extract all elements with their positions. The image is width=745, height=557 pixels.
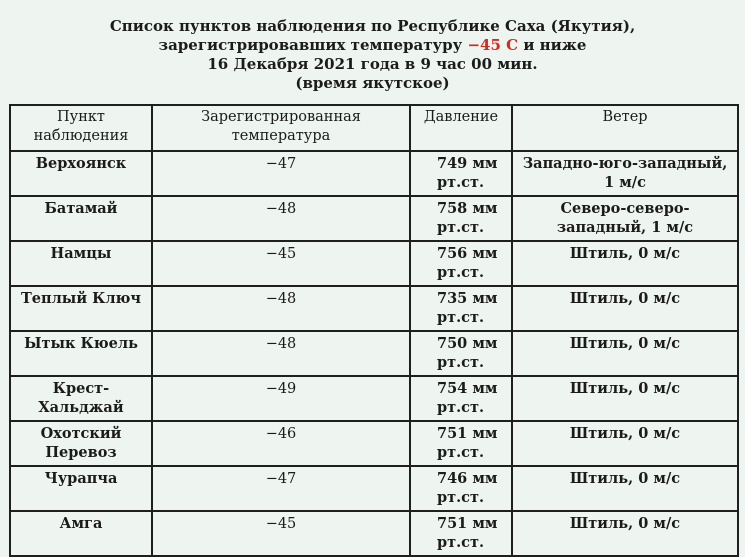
cell-pressure: 735 мм рт.ст. xyxy=(410,286,512,331)
cell-point: Батамай xyxy=(10,196,152,241)
cell-point: Крест-Хальджай xyxy=(10,376,152,421)
cell-point: Ытык Кюель xyxy=(10,331,152,376)
cell-wind: Штиль, 0 м/с xyxy=(512,466,738,511)
title-line-2-start: зарегистрировавших температуру xyxy=(158,36,468,54)
observation-table xyxy=(9,104,739,557)
cell-temperature: −46 xyxy=(152,421,410,466)
cell-point: Намцы xyxy=(10,241,152,286)
table-row xyxy=(10,511,738,556)
cell-point: Чурапча xyxy=(10,466,152,511)
cell-wind: Западно-юго-западный, 1 м/с xyxy=(512,151,738,196)
cell-temperature: −48 xyxy=(152,286,410,331)
table-row xyxy=(10,196,738,241)
cell-pressure: 751 мм рт.ст. xyxy=(410,421,512,466)
cell-temperature: −48 xyxy=(152,196,410,241)
cell-point: Охотский Перевоз xyxy=(10,421,152,466)
title-date: 16 Декабря 2021 года в 9 час 00 мин. xyxy=(207,55,538,73)
cell-temperature: −47 xyxy=(152,151,410,196)
cell-pressure: 754 мм рт.ст. xyxy=(410,376,512,421)
cell-wind: Штиль, 0 м/с xyxy=(512,376,738,421)
header-pressure: Давление xyxy=(410,105,512,151)
cell-wind: Штиль, 0 м/с xyxy=(512,331,738,376)
cell-pressure: 746 мм рт.ст. xyxy=(410,466,512,511)
title-timezone-note: (время якутское) xyxy=(295,74,450,92)
cell-pressure: 751 мм рт.ст. xyxy=(410,511,512,556)
cell-point: Амга xyxy=(10,511,152,556)
title-line-1: Список пунктов наблюдения по Республике Саха (Якутия), xyxy=(109,17,636,35)
cell-wind: Штиль, 0 м/с xyxy=(512,286,738,331)
cell-wind: Штиль, 0 м/с xyxy=(512,511,738,556)
cell-temperature: −47 xyxy=(152,466,410,511)
header-wind: Ветер xyxy=(512,105,738,151)
cell-wind: Штиль, 0 м/с xyxy=(512,241,738,286)
table-row xyxy=(10,421,738,466)
table-row xyxy=(10,241,738,286)
temperature-threshold: −45 С xyxy=(467,36,519,54)
title-line-2 xyxy=(0,36,745,55)
cell-pressure: 749 мм рт.ст. xyxy=(410,151,512,196)
table-row xyxy=(10,151,738,196)
cell-wind: Штиль, 0 м/с xyxy=(512,421,738,466)
table-body xyxy=(10,151,738,556)
cell-pressure: 750 мм рт.ст. xyxy=(410,331,512,376)
document-title xyxy=(0,17,745,93)
title-line-2-end: и ниже xyxy=(518,36,587,54)
cell-temperature: −49 xyxy=(152,376,410,421)
table-row xyxy=(10,331,738,376)
cell-temperature: −48 xyxy=(152,331,410,376)
cell-point: Верхоянск xyxy=(10,151,152,196)
cell-pressure: 756 мм рт.ст. xyxy=(410,241,512,286)
table-row xyxy=(10,466,738,511)
cell-pressure: 758 мм рт.ст. xyxy=(410,196,512,241)
cell-wind: Северо-северо-западный, 1 м/с xyxy=(512,196,738,241)
table-header-row xyxy=(10,105,738,151)
table-row xyxy=(10,376,738,421)
cell-temperature: −45 xyxy=(152,241,410,286)
cell-temperature: −45 xyxy=(152,511,410,556)
table-row xyxy=(10,286,738,331)
header-point: Пункт наблюдения xyxy=(10,105,152,151)
header-temperature: Зарегистрированная температура xyxy=(152,105,410,151)
cell-point: Теплый Ключ xyxy=(10,286,152,331)
